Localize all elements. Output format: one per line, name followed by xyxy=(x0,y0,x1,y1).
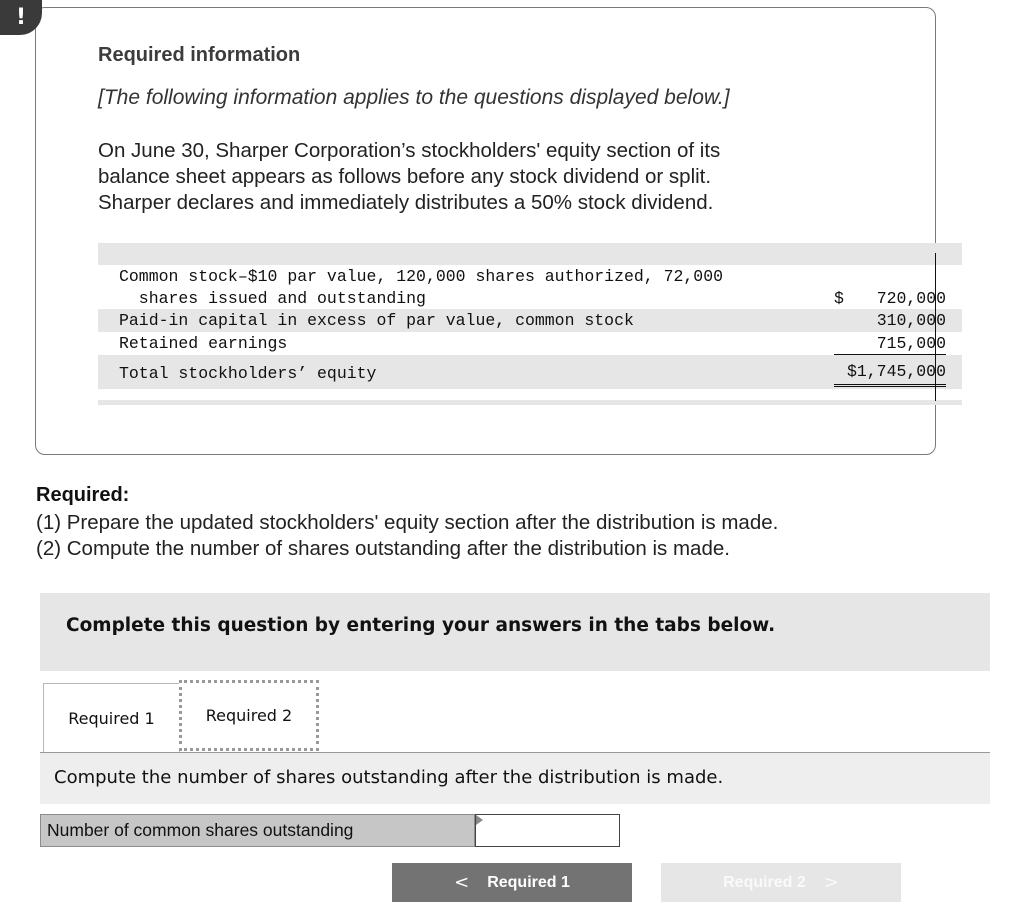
tab-required-2[interactable]: Required 2 xyxy=(179,680,319,751)
tab-instruction-bar xyxy=(40,753,990,804)
table-row-label: Total stockholders’ equity xyxy=(119,364,377,383)
shares-outstanding-input[interactable] xyxy=(475,814,620,847)
shares-outstanding-label: Number of common shares outstanding xyxy=(40,814,475,847)
table-row-label: Retained earnings xyxy=(119,334,288,353)
table-row-label: Paid-in capital in excess of par value, common stock xyxy=(119,311,634,330)
currency-symbol: $ xyxy=(834,289,844,308)
intro-line: balance sheet appears as follows before any stock dividend or split. xyxy=(98,165,712,188)
column-divider xyxy=(935,253,936,401)
chevron-left-icon: < xyxy=(454,872,470,893)
alert-icon: ! xyxy=(0,0,42,35)
input-marker-icon xyxy=(476,815,483,825)
intro-paragraph xyxy=(98,138,818,216)
question-instruction: Complete this question by entering your answers in the tabs below. xyxy=(66,615,776,636)
next-button-label: Required 2 xyxy=(723,873,806,891)
table-row-label: shares issued and outstanding xyxy=(119,289,426,308)
subtotal-rule xyxy=(834,354,946,355)
total-double-rule xyxy=(834,384,946,385)
required-information-title: Required information xyxy=(98,44,301,66)
intro-line: Sharper declares and immediately distributes a 50% stock dividend. xyxy=(98,191,714,214)
next-required-button[interactable] xyxy=(661,863,901,902)
table-row-amount: 720,000 xyxy=(876,289,946,308)
required-heading: Required: xyxy=(36,484,130,506)
chevron-right-icon: > xyxy=(823,872,839,893)
intro-line: On June 30, Sharper Corporation’s stockholders' equity section of its xyxy=(98,139,721,162)
total-double-rule xyxy=(834,386,946,387)
table-row-amount: 715,000 xyxy=(876,334,946,353)
table-bottom-band xyxy=(98,400,962,405)
table-row-amount: 310,000 xyxy=(876,311,946,330)
required-item: (2) Compute the number of shares outstanding after the distribution is made. xyxy=(36,537,730,560)
prev-required-button[interactable] xyxy=(392,863,632,902)
required-item: (1) Prepare the updated stockholders' equity section after the distribution is made. xyxy=(36,511,779,534)
tab-instruction-text: Compute the number of shares outstanding after the distribution is made. xyxy=(54,767,724,788)
required-information-subtitle: [The following information applies to the questions displayed below.] xyxy=(98,86,730,109)
tab-required-1[interactable]: Required 1 xyxy=(43,683,180,752)
table-top-band xyxy=(98,243,962,265)
table-row-amount: $1,745,000 xyxy=(846,362,946,381)
table-row-label: Common stock–$10 par value, 120,000 shares authorized, 72,000 xyxy=(119,267,723,286)
tab-bar xyxy=(40,680,990,753)
prev-button-label: Required 1 xyxy=(487,873,570,891)
question-panel xyxy=(40,593,990,671)
